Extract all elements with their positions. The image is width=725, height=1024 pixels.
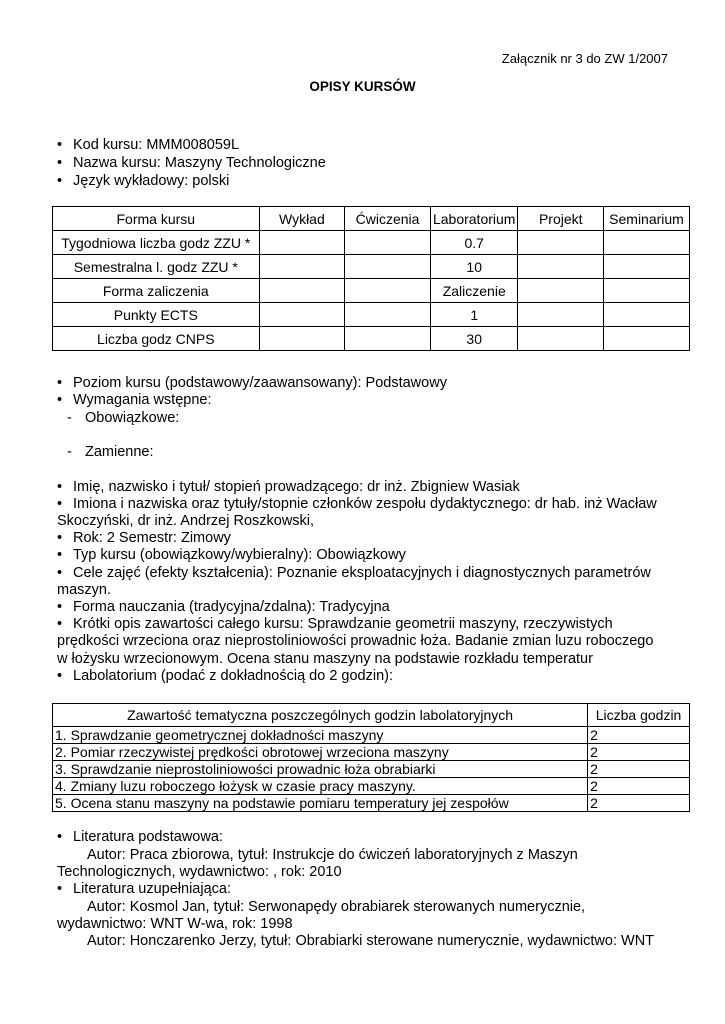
table-cell	[259, 255, 345, 279]
course-level: • Poziom kursu (podstawowy/zaawansowany): Podstawowy	[57, 375, 447, 392]
table-cell: Tygodniowa liczba godz ZZU *	[53, 231, 260, 255]
header-cell: Zawartość tematyczna poszczególnych godzin labolatoryjnych	[53, 704, 588, 727]
header-cell: Wykład	[259, 207, 345, 231]
table-cell: 2	[588, 761, 690, 778]
info-line: prędkości wrzeciona oraz nieprostoliniowości prowadnic łoża. Badanie zmian luzu roboczego	[57, 633, 654, 649]
table-cell: 10	[430, 255, 518, 279]
table-cell: 2	[588, 778, 690, 795]
table-cell: 0.7	[430, 231, 518, 255]
table-cell: 4. Zmiany luzu roboczego łożysk w czasie pracy maszyny.	[53, 778, 588, 795]
literature-line: • Literatura uzupełniająca:	[57, 881, 231, 898]
table-cell	[259, 231, 345, 255]
info-line: maszyn.	[57, 582, 111, 598]
table-cell: 2	[588, 744, 690, 761]
table-cell	[518, 255, 604, 279]
table-cell	[518, 279, 604, 303]
table-cell	[259, 327, 345, 351]
table-cell: Forma zaliczenia	[53, 279, 260, 303]
table-row	[53, 231, 690, 255]
info-line: • Labolatorium (podać z dokładnością do 2 godzin):	[57, 668, 393, 685]
prereq-mandatory: - Obowiązkowe:	[57, 410, 179, 427]
table-cell: 3. Sprawdzanie nieprostoliniowości prowadnic łoża obrabiarki	[53, 761, 588, 778]
literature-line: Autor: Kosmol Jan, tytuł: Serwonapędy obrabiarek sterowanych numerycznie,	[87, 899, 586, 915]
course-language: • Język wykładowy: polski	[57, 173, 229, 190]
table-cell	[345, 231, 431, 255]
table-cell	[604, 279, 690, 303]
header-cell: Laboratorium	[430, 207, 518, 231]
table-cell	[518, 303, 604, 327]
course-form-table	[52, 206, 690, 351]
table-row	[53, 795, 690, 812]
table-cell	[518, 231, 604, 255]
header-cell: Ćwiczenia	[345, 207, 431, 231]
literature-line: Technologicznych, wydawnictwo: , rok: 2010	[57, 864, 342, 880]
table-cell	[604, 231, 690, 255]
info-line: • Cele zajęć (efekty kształcenia): Poznanie eksploatacyjnych i diagnostycznych parametrów	[57, 565, 651, 582]
table-cell: Semestralna l. godz ZZU *	[53, 255, 260, 279]
prereq-alternative: - Zamienne:	[57, 444, 154, 461]
table-cell	[518, 327, 604, 351]
header-cell: Liczba godzin	[588, 704, 690, 727]
header-cell: Seminarium	[604, 207, 690, 231]
table-cell	[345, 255, 431, 279]
table-cell	[259, 279, 345, 303]
table-cell: 5. Ocena stanu maszyny na podstawie pomiaru temperatury jej zespołów	[53, 795, 588, 812]
table-row	[53, 279, 690, 303]
table-cell: Zaliczenie	[430, 279, 518, 303]
table-row	[53, 255, 690, 279]
table-cell	[259, 303, 345, 327]
table-cell	[345, 327, 431, 351]
table-row	[53, 727, 690, 744]
table-cell: Liczba godz CNPS	[53, 327, 260, 351]
header-cell: Forma kursu	[53, 207, 260, 231]
table-cell: Punkty ECTS	[53, 303, 260, 327]
course-code: • Kod kursu: MMM008059L	[57, 137, 239, 154]
info-line: • Typ kursu (obowiązkowy/wybieralny): Obowiązkowy	[57, 547, 406, 564]
page-title: OPISY KURSÓW	[309, 79, 416, 94]
table-row	[53, 327, 690, 351]
table-row	[53, 761, 690, 778]
lab-table	[52, 703, 690, 812]
info-line: • Rok: 2 Semestr: Zimowy	[57, 530, 231, 547]
table-row	[53, 744, 690, 761]
lab-table-header	[53, 704, 690, 727]
info-line: w łożysku wrzecionowym. Ocena stanu maszyny na podstawie rozkładu temperatur	[57, 651, 593, 667]
table-cell: 1. Sprawdzanie geometrycznej dokładności maszyny	[53, 727, 588, 744]
annex-label: Załącznik nr 3 do ZW 1/2007	[501, 51, 668, 66]
table-cell: 1	[430, 303, 518, 327]
table-cell	[345, 279, 431, 303]
literature-line: Autor: Honczarenko Jerzy, tytuł: Obrabiarki sterowane numerycznie, wydawnictwo: WNT	[87, 933, 655, 949]
literature-line: Autor: Praca zbiorowa, tytuł: Instrukcje do ćwiczeń laboratoryjnych z Maszyn	[87, 847, 578, 863]
table-cell	[345, 303, 431, 327]
literature-line: • Literatura podstawowa:	[57, 829, 223, 846]
table-cell: 2	[588, 727, 690, 744]
table-cell	[604, 303, 690, 327]
table-row	[53, 303, 690, 327]
table-row	[53, 778, 690, 795]
table-cell: 30	[430, 327, 518, 351]
literature-line: wydawnictwo: WNT W-wa, rok: 1998	[57, 916, 293, 932]
prerequisites: • Wymagania wstępne:	[57, 392, 212, 409]
info-line: Skoczyński, dr inż. Andrzej Roszkowski,	[57, 513, 315, 529]
table-cell	[604, 255, 690, 279]
header-cell: Projekt	[518, 207, 604, 231]
info-line: • Imię, nazwisko i tytuł/ stopień prowadzącego: dr inż. Zbigniew Wasiak	[57, 479, 520, 496]
info-line: • Krótki opis zawartości całego kursu: Sprawdzanie geometrii maszyny, rzeczywistych	[57, 616, 613, 633]
course-table-header	[53, 207, 690, 231]
course-name: • Nazwa kursu: Maszyny Technologiczne	[57, 155, 326, 172]
info-line: • Imiona i nazwiska oraz tytuły/stopnie członków zespołu dydaktycznego: dr hab. inż Wacław	[57, 496, 657, 513]
info-line: • Forma nauczania (tradycyjna/zdalna): Tradycyjna	[57, 599, 390, 616]
table-cell: 2	[588, 795, 690, 812]
table-cell: 2. Pomiar rzeczywistej prędkości obrotowej wrzeciona maszyny	[53, 744, 588, 761]
table-cell	[604, 327, 690, 351]
